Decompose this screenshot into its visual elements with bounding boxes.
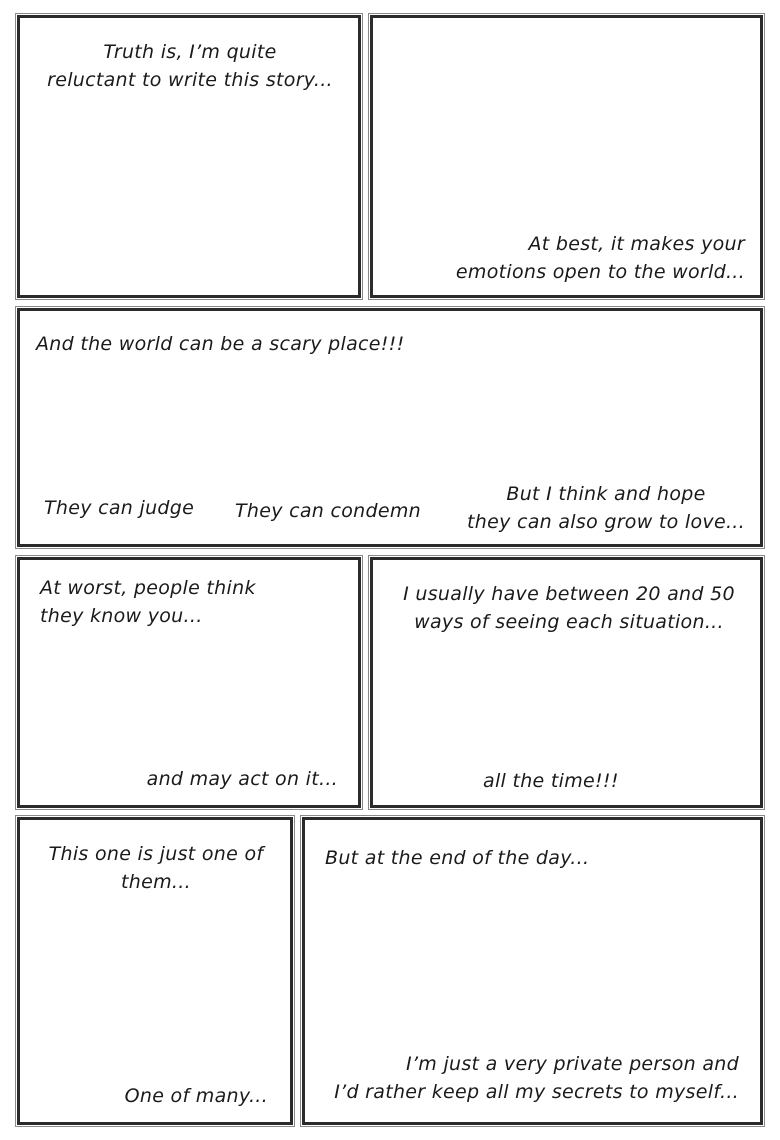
caption-one-of-them: This one is just one of them...: [48, 843, 264, 893]
caption-hope: But I think and hope they can also grow to love...: [467, 483, 745, 533]
caption-at-best: At best, it makes your emotions open to the world...: [455, 233, 745, 283]
caption-at-worst: At worst, people think they know you...: [40, 577, 256, 627]
caption-scary-place: And the world can be a scary place!!!: [36, 333, 405, 355]
caption-ways-of-seeing: I usually have between 20 and 50 ways of seeing each situation...: [403, 583, 735, 633]
caption-end-of-day: But at the end of the day...: [325, 847, 590, 869]
panel-6: [17, 817, 293, 1125]
caption-truth: Truth is, I’m quite reluctant to write this story...: [47, 41, 333, 91]
panel-4: [17, 557, 361, 808]
caption-act-on-it: and may act on it...: [146, 768, 338, 790]
caption-one-of-many: One of many...: [124, 1085, 268, 1107]
caption-condemn: They can condemn: [235, 500, 422, 522]
caption-judge: They can judge: [44, 497, 195, 519]
panel-7: [302, 817, 763, 1125]
caption-private-person: I’m just a very private person and I’d rather keep all my secrets to myself...: [334, 1053, 739, 1103]
panel-1: [17, 15, 361, 298]
caption-all-the-time: all the time!!!: [483, 770, 619, 792]
panel-3: [17, 308, 763, 547]
panel-2: [370, 15, 763, 298]
panel-5: [370, 557, 763, 808]
